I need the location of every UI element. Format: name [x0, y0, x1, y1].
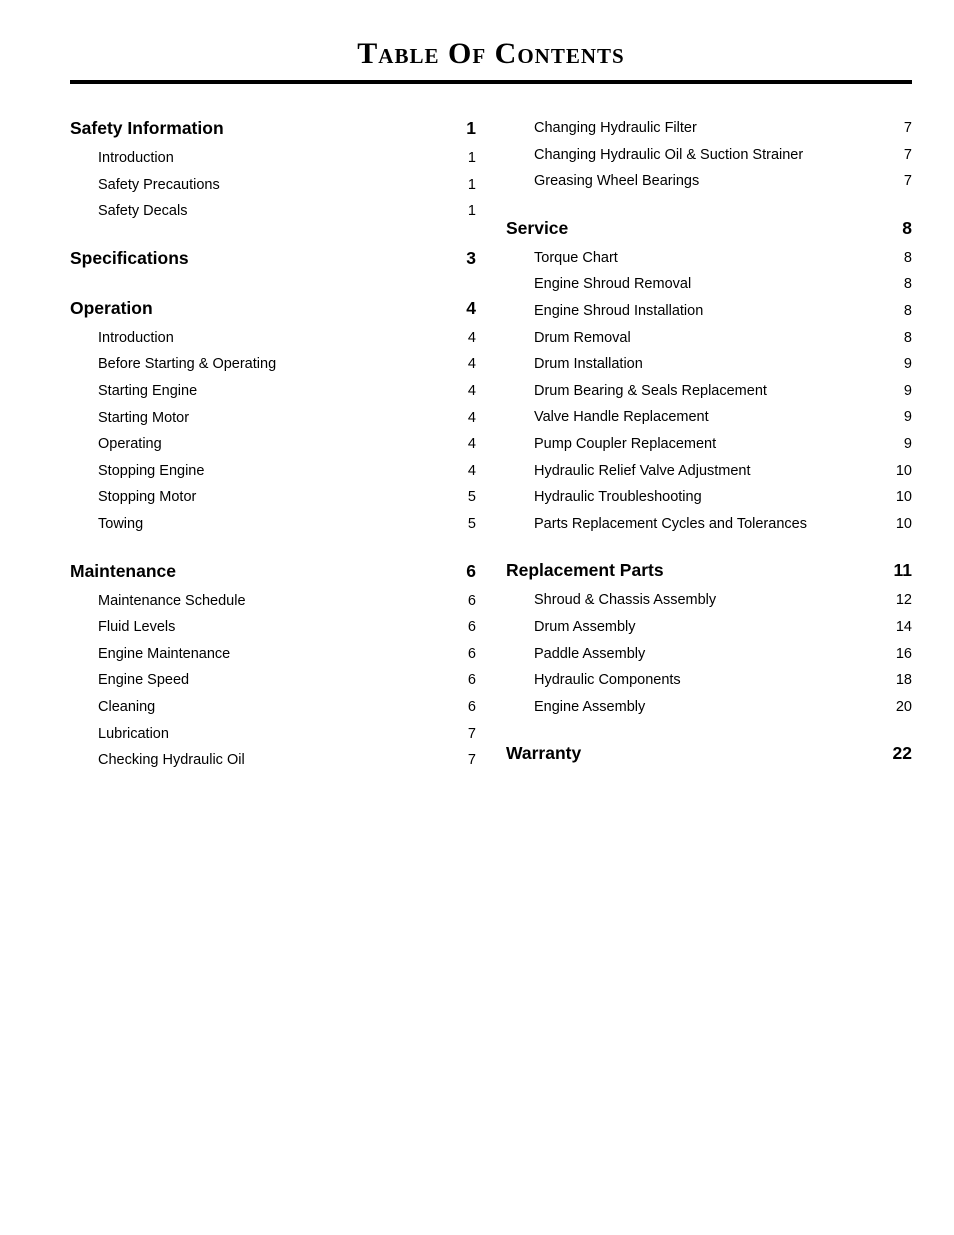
toc-heading-warranty[interactable]: [506, 737, 912, 770]
toc-entry-towing[interactable]: [70, 511, 476, 538]
toc-entry-label: Changing Hydraulic Oil & Suction Strainer: [534, 142, 806, 169]
toc-page-number: 4: [464, 458, 476, 485]
toc-entry-stopping-engine[interactable]: [70, 458, 476, 485]
toc-page-number: 1: [464, 198, 476, 225]
toc-page-number: 1: [464, 112, 476, 145]
toc-entry-label: Drum Installation: [534, 351, 646, 378]
toc-entry-label: Stopping Motor: [98, 484, 199, 511]
toc-entry-drum-assembly[interactable]: [506, 614, 912, 641]
toc-section-service: [506, 212, 912, 538]
toc-entry-label: Pump Coupler Replacement: [534, 431, 719, 458]
toc-entry-label: Stopping Engine: [98, 458, 207, 485]
toc-entry-label: Before Starting & Operating: [98, 351, 279, 378]
toc-entry-fluid-levels[interactable]: [70, 614, 476, 641]
toc-page-number: 12: [892, 587, 912, 614]
toc-heading-safety-information[interactable]: [70, 112, 476, 145]
toc-page-number: 4: [464, 378, 476, 405]
toc-entry-label: Drum Removal: [534, 325, 634, 352]
toc-page-number: 4: [464, 431, 476, 458]
toc-entry-valve-handle-replacement[interactable]: [506, 404, 912, 431]
toc-entry-before-starting-and-operating[interactable]: [70, 351, 476, 378]
toc-entry-label: Safety Precautions: [98, 172, 223, 199]
toc-page-number: 6: [464, 641, 476, 668]
toc-entry-changing-hydraulic-oil-and-suction-strainer[interactable]: [506, 142, 912, 169]
toc-entry-label: Greasing Wheel Bearings: [534, 168, 702, 195]
toc-page-number: 8: [900, 271, 912, 298]
toc-section-safety-information: [70, 112, 476, 225]
toc-entry-label: Fluid Levels: [98, 614, 178, 641]
toc-entry-torque-chart[interactable]: [506, 245, 912, 272]
toc-entry-engine-shroud-installation[interactable]: [506, 298, 912, 325]
toc-entry-label: Replacement Parts: [506, 554, 667, 587]
toc-page-number: 6: [464, 614, 476, 641]
toc-page-number: 5: [464, 511, 476, 538]
toc-entry-pump-coupler-replacement[interactable]: [506, 431, 912, 458]
toc-entry-label: Drum Bearing & Seals Replacement: [534, 378, 770, 405]
toc-entry-label: Specifications: [70, 242, 192, 275]
toc-page-number: 4: [464, 325, 476, 352]
toc-heading-replacement-parts[interactable]: [506, 554, 912, 587]
toc-entry-label: Drum Assembly: [534, 614, 639, 641]
toc-page-number: 8: [900, 298, 912, 325]
toc-page-number: 14: [892, 614, 912, 641]
toc-page-number: 6: [464, 667, 476, 694]
toc-entry-lubrication[interactable]: [70, 721, 476, 748]
toc-page-number: 11: [892, 554, 913, 587]
toc-page-number: 4: [464, 292, 476, 325]
page-title: Table Of Contents: [357, 37, 625, 70]
toc-heading-specifications[interactable]: [70, 242, 476, 275]
toc-entry-parts-replacement-cycles-and-tolerances[interactable]: [506, 511, 912, 538]
toc-entry-checking-hydraulic-oil[interactable]: [70, 747, 476, 774]
toc-entry-label: Engine Maintenance: [98, 641, 233, 668]
toc-page-number: 8: [900, 325, 912, 352]
toc-entry-drum-bearing-and-seals-replacement[interactable]: [506, 378, 912, 405]
toc-page-number: 8: [900, 245, 912, 272]
toc-entry-label: Engine Assembly: [534, 694, 648, 721]
toc-page-number: 4: [464, 405, 476, 432]
toc-page-number: 6: [464, 555, 476, 588]
toc-entry-maintenance-schedule[interactable]: [70, 588, 476, 615]
toc-page-number: 9: [900, 404, 912, 431]
toc-page-number: 9: [900, 431, 912, 458]
toc-entry-label: Starting Motor: [98, 405, 192, 432]
toc-section-specifications: [70, 242, 476, 275]
toc-page-number: 1: [464, 145, 476, 172]
toc-column-right: [506, 112, 912, 787]
toc-entry-introduction[interactable]: [70, 325, 476, 352]
toc-entry-starting-motor[interactable]: [70, 405, 476, 432]
toc-page-number: 6: [464, 694, 476, 721]
toc-heading-maintenance[interactable]: [70, 555, 476, 588]
toc-entry-operating[interactable]: [70, 431, 476, 458]
toc-entry-hydraulic-troubleshooting[interactable]: [506, 484, 912, 511]
toc-entry-hydraulic-components[interactable]: [506, 667, 912, 694]
toc-entry-hydraulic-relief-valve-adjustment[interactable]: [506, 458, 912, 485]
toc-column-left: [70, 112, 476, 791]
toc-entry-label: Checking Hydraulic Oil: [98, 747, 248, 774]
toc-entry-drum-removal[interactable]: [506, 325, 912, 352]
toc-entry-stopping-motor[interactable]: [70, 484, 476, 511]
toc-entry-drum-installation[interactable]: [506, 351, 912, 378]
toc-page-number: 10: [892, 458, 912, 485]
toc-page-number: 10: [892, 484, 912, 511]
toc-entry-label: Paddle Assembly: [534, 641, 648, 668]
toc-page-number: 6: [464, 588, 476, 615]
toc-entry-label: Operation: [70, 292, 156, 325]
toc-heading-operation[interactable]: [70, 292, 476, 325]
toc-entry-label: Introduction: [98, 325, 177, 352]
toc-entry-label: Engine Speed: [98, 667, 192, 694]
toc-page-number: 7: [464, 747, 476, 774]
toc-page-number: 7: [900, 168, 912, 195]
toc-page-number: 18: [892, 667, 912, 694]
toc-entry-label: Shroud & Chassis Assembly: [534, 587, 719, 614]
toc-entry-safety-decals[interactable]: [70, 198, 476, 225]
toc-entry-greasing-wheel-bearings[interactable]: [506, 168, 912, 195]
title-divider: [70, 80, 912, 84]
toc-entry-introduction[interactable]: [70, 145, 476, 172]
toc-entry-label: Hydraulic Relief Valve Adjustment: [534, 458, 754, 485]
toc-page-number: 9: [900, 351, 912, 378]
toc-heading-service[interactable]: [506, 212, 912, 245]
toc-page-number: 7: [900, 115, 912, 142]
toc-page-number: 8: [900, 212, 912, 245]
toc-entry-label: Starting Engine: [98, 378, 200, 405]
toc-entry-label: Cleaning: [98, 694, 158, 721]
toc-entry-label: Operating: [98, 431, 165, 458]
toc-entry-label: Lubrication: [98, 721, 172, 748]
toc-section-warranty: [506, 737, 912, 770]
toc-entry-engine-speed[interactable]: [70, 667, 476, 694]
toc-page-number: 10: [892, 511, 912, 538]
toc-page-number: 16: [892, 641, 912, 668]
toc-page-number: 3: [464, 242, 476, 275]
toc-entry-label: Torque Chart: [534, 245, 621, 272]
toc-page-number: 9: [900, 378, 912, 405]
toc-entry-safety-precautions[interactable]: [70, 172, 476, 199]
toc-entry-label: Introduction: [98, 145, 177, 172]
toc-entry-label: Safety Information: [70, 112, 227, 145]
toc-entry-shroud-and-chassis-assembly[interactable]: [506, 587, 912, 614]
toc-entry-label: Parts Replacement Cycles and Tolerances: [534, 511, 810, 538]
toc-entry-engine-shroud-removal[interactable]: [506, 271, 912, 298]
toc-entry-label: Maintenance: [70, 555, 179, 588]
toc-page-number: 4: [464, 351, 476, 378]
toc-entry-starting-engine[interactable]: [70, 378, 476, 405]
toc-entry-label: Safety Decals: [98, 198, 190, 225]
toc-entry-label: Valve Handle Replacement: [534, 404, 712, 431]
toc-section-maintenance: [70, 555, 476, 774]
toc-entry-label: Changing Hydraulic Filter: [534, 115, 700, 142]
toc-entry-label: Maintenance Schedule: [98, 588, 249, 615]
toc-entry-label: Service: [506, 212, 571, 245]
toc-entry-engine-assembly[interactable]: [506, 694, 912, 721]
toc-entry-engine-maintenance[interactable]: [70, 641, 476, 668]
toc-entry-label: Warranty: [506, 737, 584, 770]
toc-entry-paddle-assembly[interactable]: [506, 641, 912, 668]
toc-entry-label: Towing: [98, 511, 146, 538]
toc-section-operation: [70, 292, 476, 538]
toc-entry-changing-hydraulic-filter[interactable]: [506, 115, 912, 142]
toc-page-number: 7: [900, 142, 912, 169]
toc-page-number: 22: [891, 737, 912, 770]
toc-section-continued: [506, 115, 912, 195]
toc-entry-label: Engine Shroud Installation: [534, 298, 706, 325]
toc-page-number: 20: [892, 694, 912, 721]
toc-entry-label: Hydraulic Troubleshooting: [534, 484, 705, 511]
toc-page-number: 1: [464, 172, 476, 199]
toc-entry-label: Hydraulic Components: [534, 667, 684, 694]
toc-section-replacement-parts: [506, 554, 912, 720]
toc-page-number: 5: [464, 484, 476, 511]
toc-entry-cleaning[interactable]: [70, 694, 476, 721]
toc-entry-label: Engine Shroud Removal: [534, 271, 694, 298]
toc-page-number: 7: [464, 721, 476, 748]
